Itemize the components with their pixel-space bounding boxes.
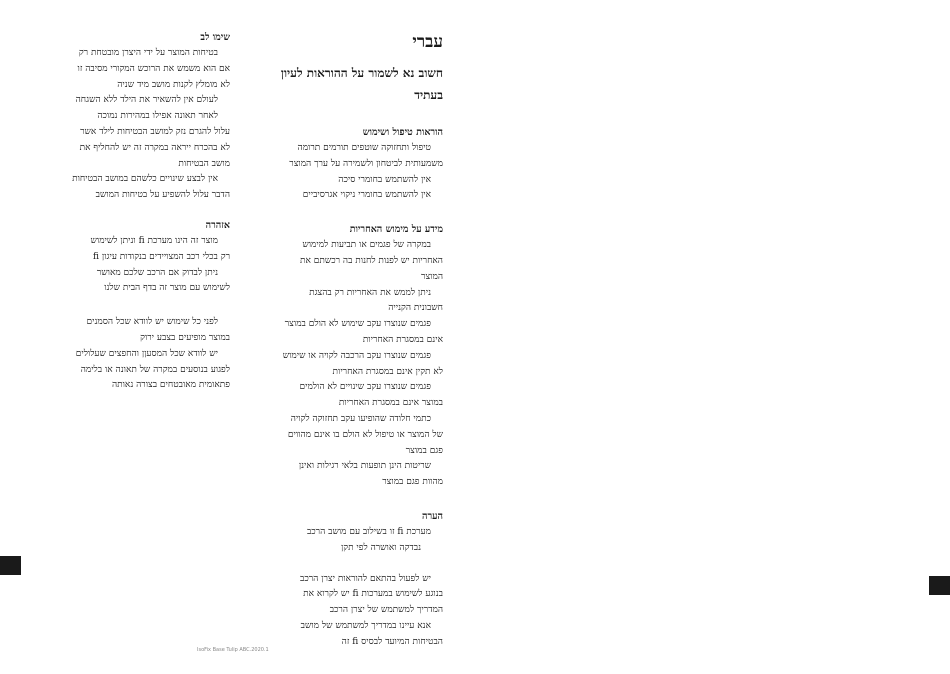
- note-line: הבטיחות המיועד לבסיס fi זה: [341, 636, 443, 647]
- warranty-line: שריטות הינן תופעות בלאי רגילות ואינן: [298, 461, 431, 472]
- care-line: אין להשתמש בחומרי סיכה: [338, 174, 431, 185]
- warranty-line: אינם במסגרת האחריות: [362, 334, 443, 345]
- warranty-line: של המוצר או טיפול לא הולם בו אינם מהווים: [287, 429, 443, 440]
- warranty-line: במקרה של פגמים או תביעות למימוש: [302, 240, 431, 251]
- warning-line: רק בכלי רכב המצויידים בנקודות עיגון fi: [93, 251, 230, 262]
- care-heading: הוראות טיפול ושימוש: [362, 127, 443, 138]
- note-line: יש לפעול בהתאם להוראות יצרן הרכב: [299, 573, 431, 584]
- attention-line: עלול להגרם נזק למושב הבטיחות לילד אשר: [80, 126, 230, 137]
- warranty-line: כתמי חלודה שהופיעו עקב תחזוקה לקויה: [290, 413, 431, 424]
- warranty-line: פגם במוצר: [405, 445, 443, 456]
- attention-line: לא מומלץ לקנות מושב מיד שניה: [117, 79, 230, 90]
- care-line: טיפול ותחזוקה שוטפים תורמים תרומה: [297, 143, 431, 153]
- subtitle-line-2: בעתיד: [414, 88, 443, 102]
- warning-line: במוצר מופיעים בצבע ירוק: [140, 332, 230, 343]
- note-line: אנא עיינו במדריך למשתמש של מושב: [300, 620, 431, 631]
- column-right: [248, 30, 443, 651]
- warranty-line: פגמים שנוצרו עקב שימוש לא הולם במוצר: [284, 319, 431, 330]
- warning-line: מוצר זה הינו מערכת fi וניתן לשימוש: [90, 235, 218, 246]
- care-line: אין להשתמש בחומרי ניקוי אגרסיביים: [302, 190, 431, 201]
- warranty-line: לא תקין אינם במסגרת האחריות: [332, 366, 443, 377]
- care-line: משמעותית לביטחון ולשמירה על ערך המוצר: [289, 158, 443, 169]
- warranty-line: חשבונית הקנייה: [388, 303, 443, 314]
- warning-line: פתאומית מאובטחים בצורה נאותה: [111, 380, 230, 391]
- warning-line: יש לוודא שכל המסעןן והחפצים שעלולים: [75, 348, 218, 359]
- warranty-line: ניתן לממש את האחריות רק בהצגת: [309, 287, 431, 298]
- attention-line: אם הוא משמש את הרוכש המקורי מסיבה זו: [77, 63, 230, 74]
- warranty-line: המוצר: [421, 271, 443, 282]
- warranty-line: האחריות יש לפנות לחנות בה רכשתם את: [300, 255, 443, 266]
- warranty-line: פגמים שנוצרו עקב שינויים לא הולמים: [299, 382, 431, 393]
- page-edge-tab-left: [0, 556, 21, 575]
- page-edge-tab-right: [929, 576, 950, 595]
- warning-line: לשימוש עם מוצר זה בדף הבית שלנו: [104, 283, 230, 294]
- page-title: עברי: [412, 32, 443, 52]
- subtitle-line-1: חשוב נא לשמור על ההוראות לעיון: [280, 66, 443, 80]
- attention-line: הדבר עלול להשפיע על בטיחות המושב: [95, 190, 230, 201]
- warning-line: לפגוע בנוסעים במקרה של תאונה או בלימה: [80, 364, 230, 375]
- note-line: המדריך למשתמש של יצרן הרכב: [329, 605, 443, 616]
- warranty-line: מהוות פגם במוצר: [382, 477, 443, 488]
- note-line: מערכת fi זו בשילוב עם מושב הרכב: [306, 526, 431, 537]
- footer-code: IsoFix Base Tulip ABC.2020.1: [197, 647, 269, 653]
- attention-line: לא בהכרח ייראה במקרה זה יש להחליף את: [79, 142, 230, 153]
- note-heading: הערה: [422, 510, 443, 522]
- attention-line: לעולם אין להשאיר את הילד ללא השגחה: [75, 95, 218, 106]
- warning-line: לפני כל שימוש יש לוודא שכל הסמנים: [86, 317, 218, 328]
- note-line: בנוגע לשימוש במערכות fi יש לקרוא את: [303, 589, 443, 600]
- warranty-line: פגמים שנוצרו עקב הרכבה לקויה או שימוש: [282, 350, 431, 361]
- warning-line: ניתן לבדוק אם הרכב שלכם מאושר: [96, 267, 218, 278]
- warning-heading: אזהרה: [205, 219, 230, 231]
- attention-line: אין לבצע שינויים כלשהם במושב הבטיחות: [72, 174, 218, 185]
- warranty-heading: מידע על מימוש האחריות: [349, 224, 443, 236]
- attention-line: מושב הבטיחות: [178, 158, 230, 169]
- column-left: [8, 30, 230, 394]
- attention-line: לאחר תאונה אפילו במהירות נמוכה: [97, 111, 218, 122]
- warranty-line: במוצר אינם במסגרת האחריות: [338, 398, 443, 409]
- note-line: נבדקה ואושרה לפי תקן: [340, 542, 421, 553]
- attention-line: בטיחות המוצר על ידי היצרן מובטחת רק: [78, 48, 218, 58]
- attention-heading: שימו לב: [200, 32, 230, 43]
